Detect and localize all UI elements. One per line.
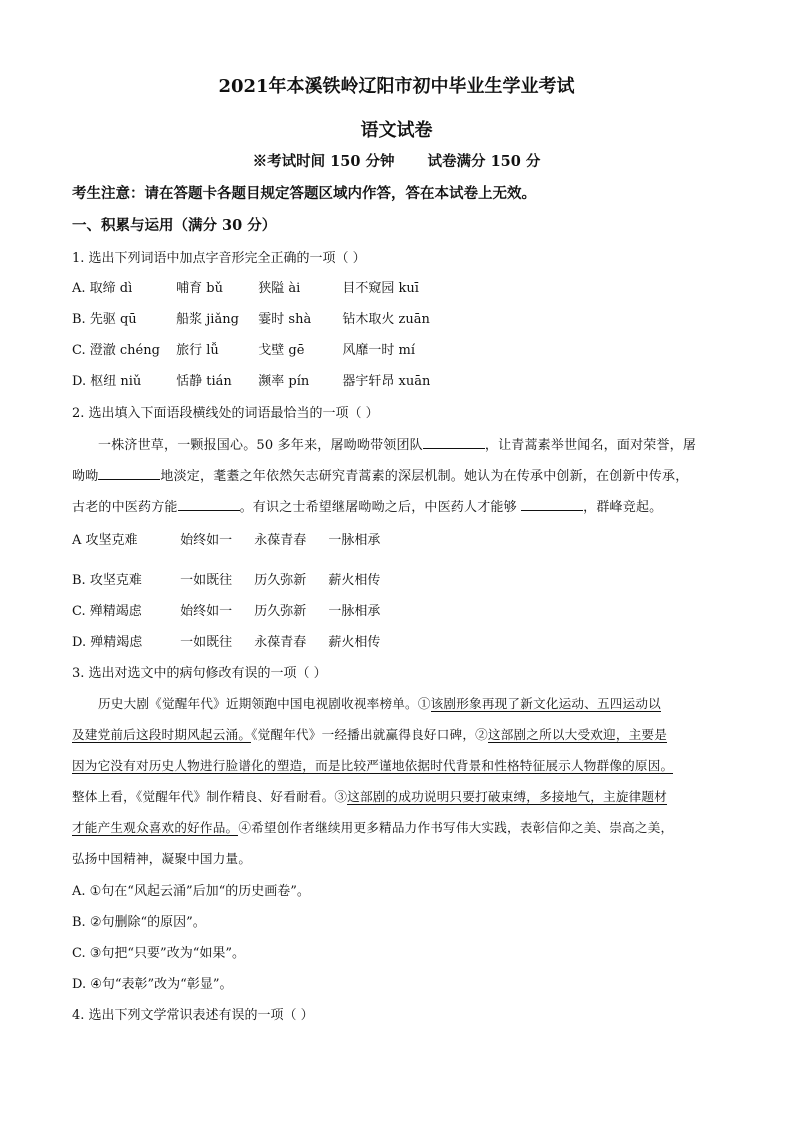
q2-passage-line: [72, 496, 722, 515]
exam-info: [0, 150, 793, 171]
q1-option-c: [72, 339, 415, 358]
option-word: 始终如一: [180, 533, 233, 548]
passage-text: 一株济世草，一颗报国心。50 多年来，屠呦呦带领团队: [98, 438, 423, 453]
option-word: 永葆青春: [254, 533, 307, 548]
option-label: B. 先驱 qū: [72, 312, 137, 327]
passage-text: 整体上看，《觉醒年代》制作精良、好看耐看。③: [72, 789, 348, 804]
q1-option-b: [72, 308, 430, 327]
q3-stem: 3. 选出对选文中的病句修改有误的一项（ ）: [72, 666, 327, 681]
section-heading: 一、积累与运用（满分 30 分）: [72, 217, 277, 234]
underlined-sentence: 及建党前后这段时期风起云涌。: [72, 727, 252, 742]
option-word: 器宇轩昂 xuān: [342, 374, 431, 389]
passage-text: 古老的中医药方能: [72, 500, 178, 515]
q2-option-b: [72, 569, 380, 588]
q3-passage-line: [72, 786, 722, 805]
passage-text: 地淡定，耄耋之年依然矢志研究青蒿素的深层机制。她认为在传承中创新，在创新中传承，: [160, 469, 689, 484]
option-word: 历久弥新: [254, 573, 307, 588]
option-label: A. 取缔 dì: [72, 281, 133, 296]
option-word: 目不窥园 kuī: [342, 281, 419, 296]
q1-option-a: [72, 277, 419, 296]
option-word: 历久弥新: [254, 604, 307, 619]
q3-passage-line: [72, 724, 722, 743]
passage-text: 《觉醒年代》一经播出就赢得良好口碑，②: [251, 727, 488, 742]
option-word: 旅行 lǚ: [176, 343, 219, 358]
passage-text: 弘扬中国精神，凝聚中国力量。: [72, 851, 252, 866]
q3-passage-line: [72, 848, 722, 867]
option-word: 一脉相承: [328, 604, 381, 619]
q4-stem: 4. 选出下列文学常识表述有误的一项（ ）: [72, 1008, 314, 1023]
option-word: 钻木取火 zuān: [342, 312, 430, 327]
q1-stem: 1. 选出下列词语中加点字音形完全正确的一项（ ）: [72, 251, 366, 266]
q3-passage-line: [72, 755, 722, 774]
passage-text: 历史大剧《觉醒年代》近期领跑中国电视剧收视率榜单。①: [98, 696, 431, 711]
exam-title: 2021年本溪铁岭辽阳市初中毕业生学业考试: [218, 76, 575, 97]
q2-option-c: [72, 600, 380, 619]
passage-text: ④希望创作者继续用更多精品力作书写伟大实践，表彰信仰之美、崇高之美，: [238, 820, 674, 835]
q3-option-c: C. ③句把“只要”改为“如果”。: [72, 946, 245, 961]
q3-option-d: D. ④句“表彰”改为“彰显”。: [72, 977, 233, 992]
fill-blank: [98, 469, 160, 480]
exam-time: ※考试时间 150 分钟: [252, 153, 395, 170]
q3-option-a: A. ①句在“风起云涌”后加“的历史画卷”。: [72, 884, 310, 899]
fill-blank: [521, 500, 583, 511]
option-label: A 攻坚克难: [72, 533, 138, 548]
underlined-sentence: 因为它没有对历史人物进行脸谱化的塑造，而是比较严谨地依据时代背景和性格特征展示人物群像的原因。: [72, 758, 674, 773]
underlined-sentence: 才能产生观众喜欢的好作品。: [72, 820, 239, 835]
passage-text: 呦呦: [72, 469, 99, 484]
q3-option-b: B. ②句删除“的原因”。: [72, 915, 206, 930]
option-label: B. 攻坚克难: [72, 573, 142, 588]
notice: 考生注意：请在答题卡各题目规定答题区域内作答，答在本试卷上无效。: [72, 185, 536, 202]
q2-option-a: [72, 529, 380, 548]
q1-option-d: [72, 370, 430, 389]
option-word: 霎时 shà: [258, 312, 312, 327]
option-word: 戈壁 gē: [258, 343, 305, 358]
q2-option-d: [72, 631, 380, 650]
option-word: 狭隘 ài: [258, 281, 301, 296]
option-label: D. 殚精竭虑: [72, 635, 143, 650]
option-word: 哺育 bǔ: [176, 281, 223, 296]
option-word: 薪火相传: [328, 573, 381, 588]
exam-subtitle: 语文试卷: [360, 120, 433, 141]
q2-stem: 2. 选出填入下面语段横线处的词语最恰当的一项（ ）: [72, 406, 379, 421]
q3-passage-line: [72, 693, 748, 712]
passage-text: ，群峰竞起。: [583, 500, 663, 515]
fill-blank: [178, 500, 240, 511]
option-word: 风靡一时 mí: [342, 343, 416, 358]
option-label: C. 澄澈 chéng: [72, 343, 160, 358]
option-label: D. 枢纽 niǔ: [72, 374, 142, 389]
q2-passage-line: [72, 434, 748, 453]
passage-text: 。有识之士希望继屠呦呦之后，中医药人才能够: [239, 500, 522, 515]
underlined-sentence: 这部剧的成功说明只要打破束缚，多接地气，主旋律题材: [347, 789, 668, 804]
option-word: 一脉相承: [328, 533, 381, 548]
option-word: 永葆青春: [254, 635, 307, 650]
option-word: 始终如一: [180, 604, 233, 619]
underlined-sentence: 该剧形象再现了新文化运动、五四运动以: [430, 696, 661, 711]
option-word: 薪火相传: [328, 635, 381, 650]
option-word: 船浆 jiǎng: [176, 312, 239, 327]
option-word: 濒率 pín: [258, 374, 310, 389]
option-word: 恬静 tián: [176, 374, 232, 389]
option-word: 一如既往: [180, 635, 233, 650]
option-word: 一如既往: [180, 573, 233, 588]
underlined-sentence: 这部剧之所以大受欢迎，主要是: [487, 727, 668, 742]
q2-passage-line: [72, 465, 722, 484]
exam-score: 试卷满分 150 分: [427, 153, 541, 170]
fill-blank: [423, 438, 485, 449]
q3-passage-line: [72, 817, 722, 836]
option-label: C. 殚精竭虑: [72, 604, 142, 619]
passage-text: ，让青蒿素举世闻名，面对荣誉，屠: [484, 438, 697, 453]
